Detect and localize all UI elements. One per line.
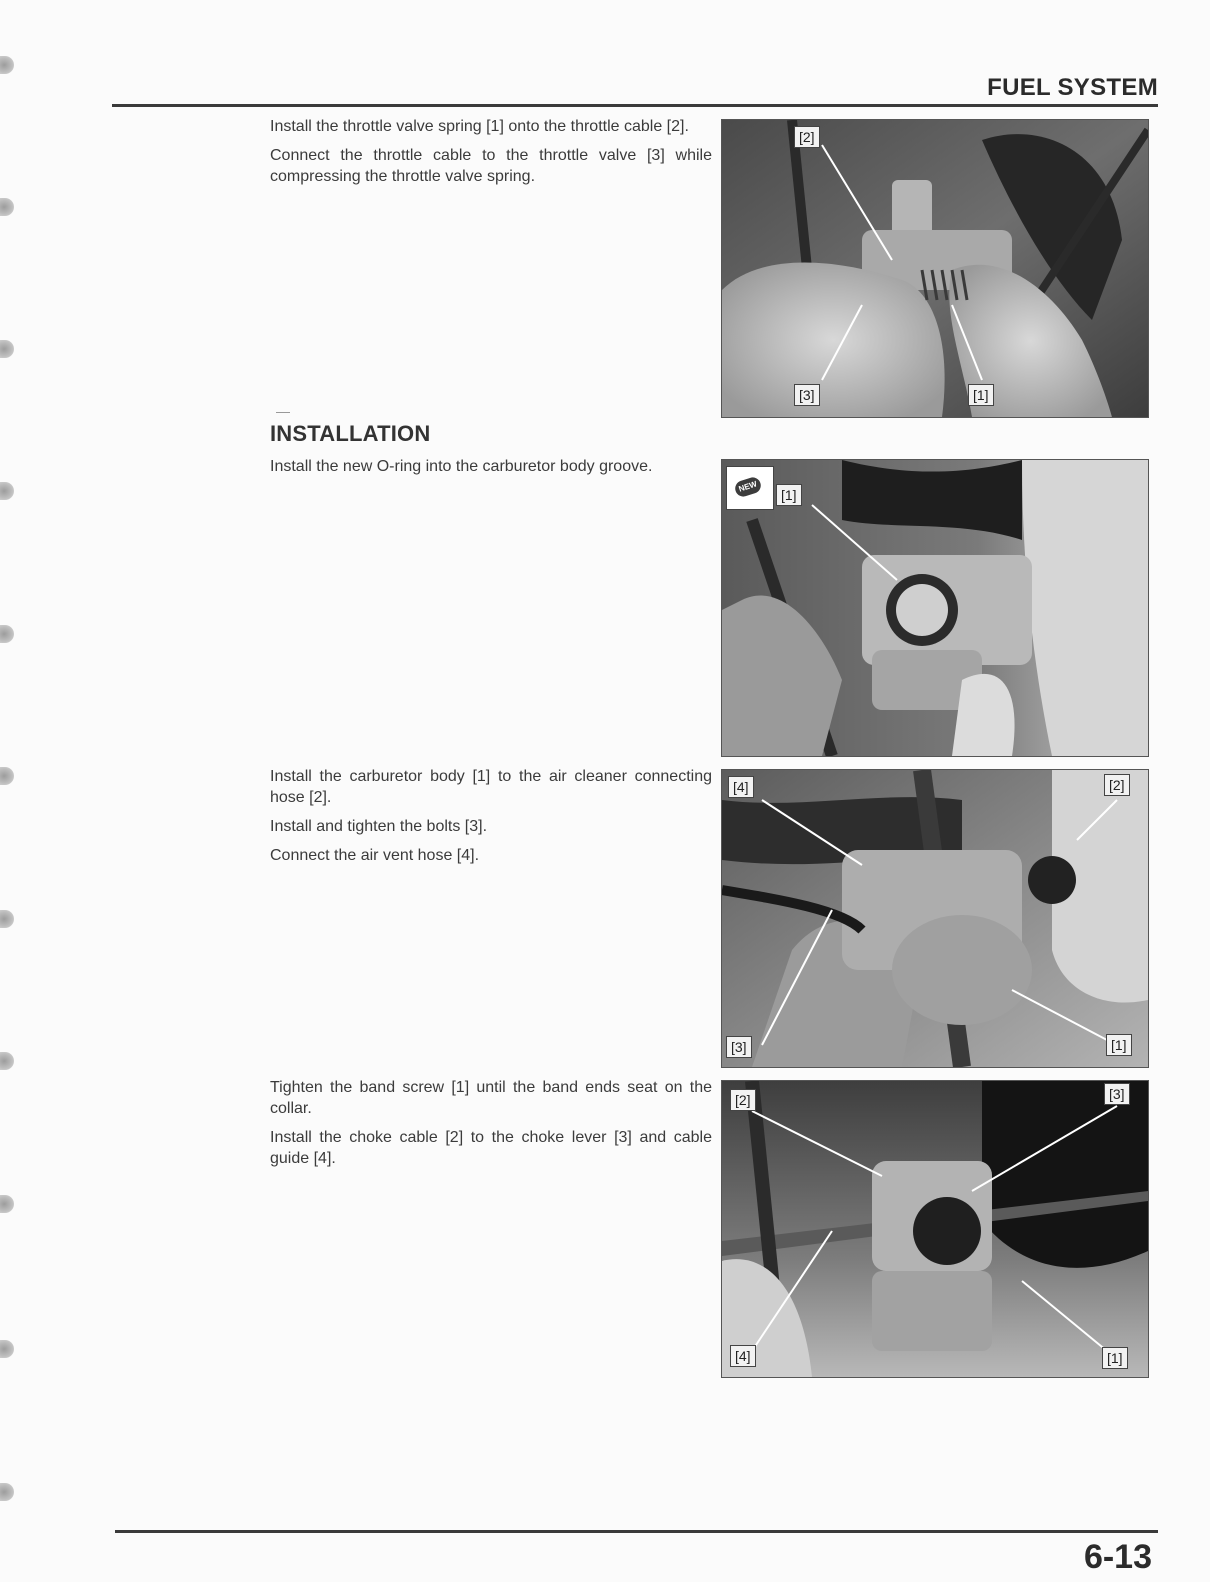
- callout-label: [1]: [1102, 1347, 1128, 1369]
- installation-heading: INSTALLATION: [270, 421, 431, 446]
- callout-label: [1]: [776, 484, 802, 506]
- binder-hole: [0, 340, 14, 358]
- instruction-paragraph: Install the throttle valve spring [1] onto the throttle cable [2].: [270, 118, 689, 135]
- callout-label: [2]: [794, 126, 820, 148]
- oring-photo: [721, 459, 1149, 757]
- carburetor-body-instructions: [270, 766, 712, 874]
- instruction-paragraph: Connect the throttle cable to the throttle valve [3] while compressing the throttle valve spring.: [270, 147, 712, 185]
- callout-label: [3]: [726, 1036, 752, 1058]
- binder-hole: [0, 198, 14, 216]
- callout-label: [2]: [730, 1089, 756, 1111]
- band-screw-photo: [721, 1080, 1149, 1378]
- header-rule: [112, 104, 1158, 107]
- instruction-paragraph: Tighten the band screw [1] until the band ends seat on the collar.: [270, 1079, 712, 1117]
- callout-label: [1]: [968, 384, 994, 406]
- throttle-photo-image: [722, 120, 1148, 417]
- throttle-instructions: [270, 116, 712, 195]
- instruction-paragraph: Install the new O-ring into the carburetor body groove.: [270, 458, 653, 475]
- throttle-photo: [721, 119, 1149, 418]
- binder-hole: [0, 767, 14, 785]
- binder-hole: [0, 1340, 14, 1358]
- section-title: FUEL SYSTEM: [987, 74, 1158, 101]
- new-badge-text: NEW: [733, 475, 763, 498]
- band-screw-instructions: [270, 1077, 712, 1177]
- instruction-paragraph: Install the carburetor body [1] to the air cleaner connecting hose [2].: [270, 768, 712, 806]
- binder-hole: [0, 482, 14, 500]
- callout-label: [3]: [794, 384, 820, 406]
- binder-hole: [0, 1052, 14, 1070]
- callout-label: [4]: [730, 1345, 756, 1367]
- carburetor-body-photo-image: [722, 770, 1148, 1067]
- callout-label: [2]: [1104, 774, 1130, 796]
- new-part-icon: [726, 466, 774, 510]
- carburetor-body-photo: [721, 769, 1149, 1068]
- callout-label: [4]: [728, 776, 754, 798]
- heading-mark: [276, 412, 290, 413]
- installation-instructions: [270, 456, 712, 485]
- instruction-paragraph: Connect the air vent hose [4].: [270, 847, 480, 864]
- band-screw-photo-image: [722, 1081, 1148, 1377]
- instruction-paragraph: Install the choke cable [2] to the choke lever [3] and cable guide [4].: [270, 1129, 712, 1167]
- binder-hole: [0, 1483, 14, 1501]
- instruction-paragraph: Install and tighten the bolts [3].: [270, 818, 488, 835]
- binder-hole: [0, 56, 14, 74]
- binder-hole: [0, 910, 14, 928]
- binder-hole: [0, 625, 14, 643]
- callout-label: [3]: [1104, 1083, 1130, 1105]
- binder-hole: [0, 1195, 14, 1213]
- page-number: 6-13: [1083, 1538, 1152, 1576]
- footer-rule: [115, 1530, 1158, 1533]
- callout-label: [1]: [1106, 1034, 1132, 1056]
